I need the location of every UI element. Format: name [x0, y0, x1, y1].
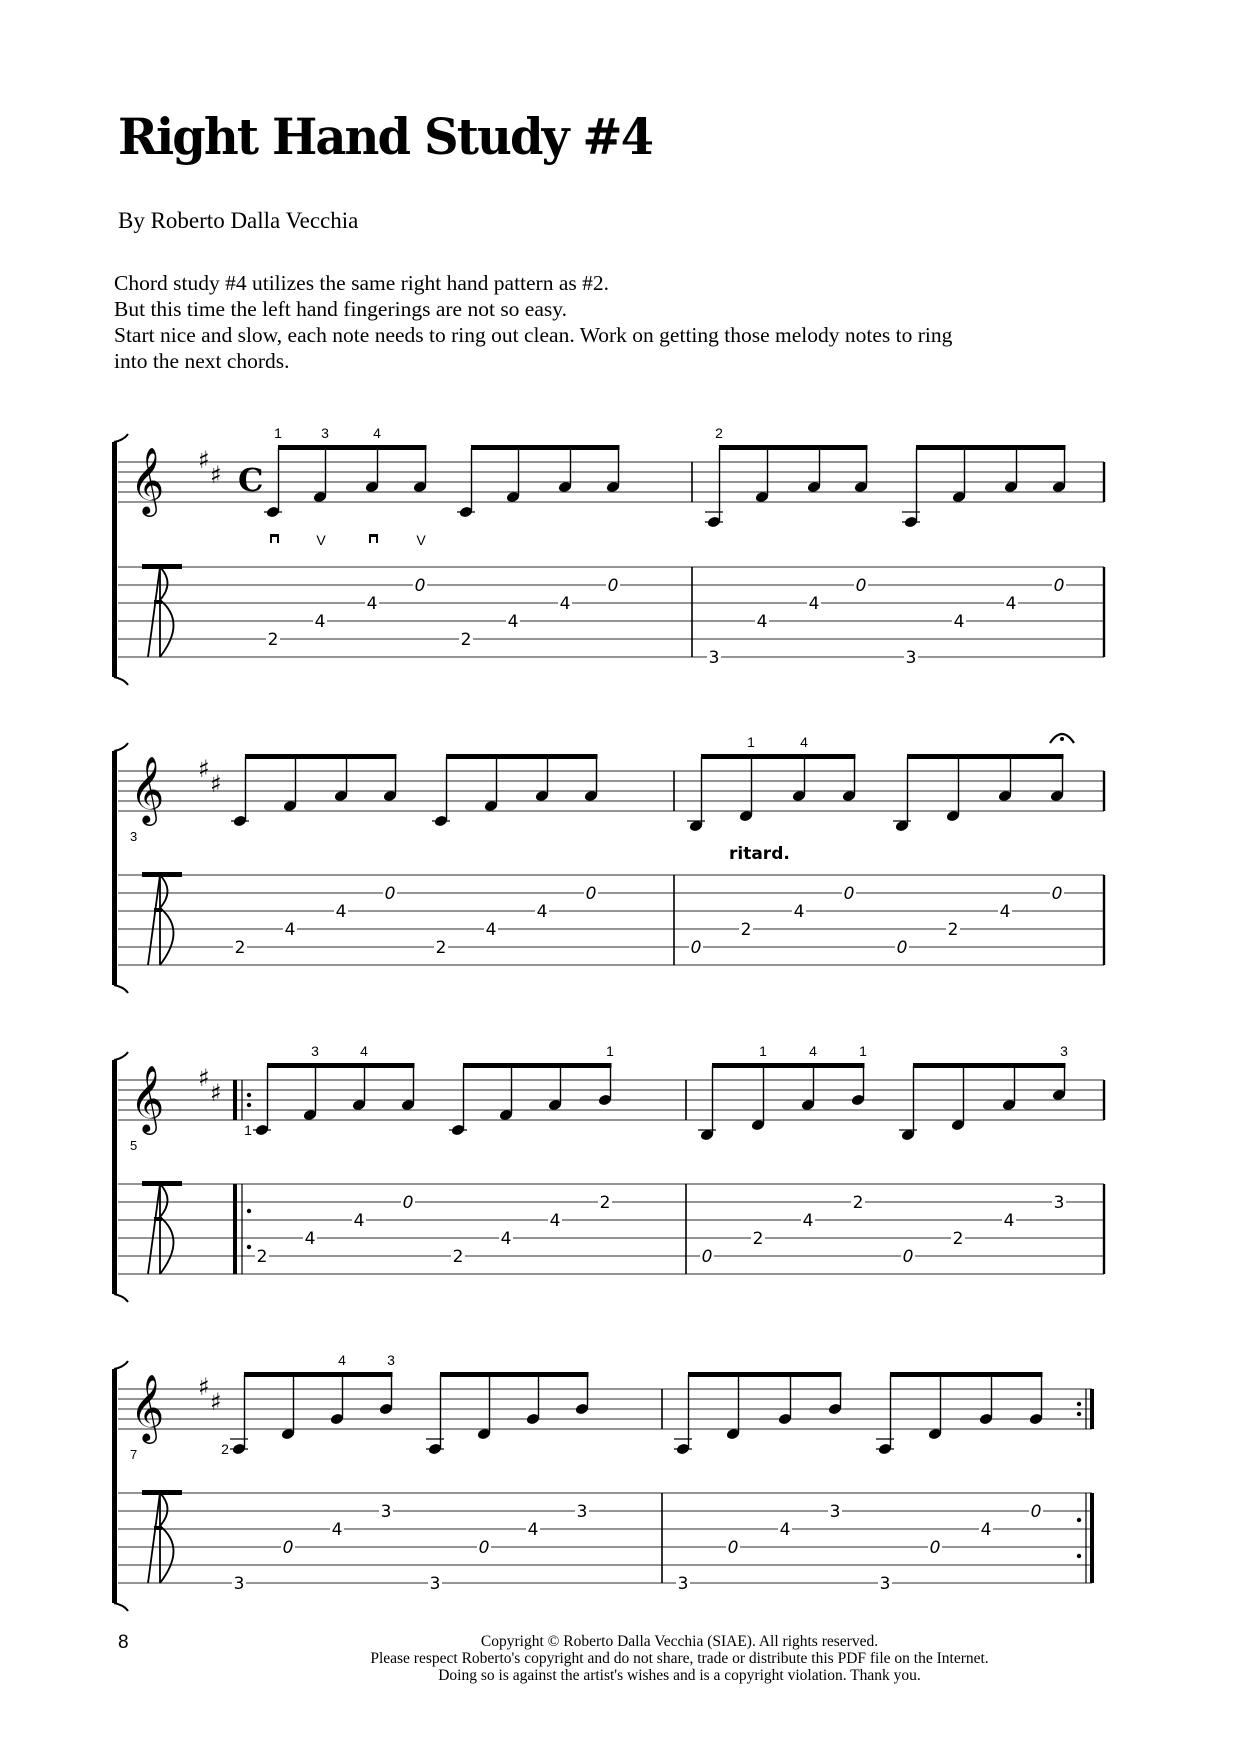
tab-fret-number: 0 [585, 884, 597, 904]
tab-fret-number: 0 [282, 1538, 294, 1558]
intro-line: into the next chords. [114, 349, 290, 373]
tab-clef-icon [148, 567, 160, 657]
fermata-icon [1060, 737, 1064, 741]
tab-fret-number: 2 [599, 1193, 611, 1213]
fingering-number: 4 [800, 734, 808, 750]
author-byline: By Roberto Dalla Vecchia [118, 208, 359, 233]
tab-fret-number: 3 [576, 1502, 588, 1522]
tab-fret-number: 3 [905, 648, 917, 668]
fingering-number: 1 [244, 1122, 252, 1138]
tab-fret-number: 0 [384, 884, 396, 904]
downstroke-icon [369, 534, 371, 543]
bracket-top-hook [114, 743, 128, 751]
measure-number: 5 [130, 1138, 138, 1153]
score-system [112, 1352, 1094, 1611]
treble-clef-icon: 𝄞 [130, 1373, 165, 1441]
repeat-dot [1077, 1412, 1081, 1416]
treble-clef-icon: 𝄞 [130, 1064, 165, 1132]
system-bracket [112, 751, 117, 985]
copyright-line: Copyright © Roberto Dalla Vecchia (SIAE). All rights reserved. [480, 1633, 879, 1650]
tab-fret-number: 0 [478, 1538, 490, 1558]
fingering-number: 3 [321, 425, 329, 441]
tab-fret-number: 4 [353, 1211, 365, 1231]
tab-fret-number: 2 [852, 1193, 864, 1213]
tab-fret-number: 3 [677, 1574, 689, 1594]
repeat-dot [1077, 1518, 1081, 1522]
note-beam [688, 1372, 842, 1377]
downstroke-icon [376, 534, 378, 543]
tab-fret-number: 4 [1003, 1211, 1015, 1231]
tab-fret-number: 2 [740, 920, 752, 940]
sharp-icon: ♯ [198, 755, 210, 783]
note-beam [913, 1063, 1066, 1068]
repeat-dot [247, 1245, 251, 1249]
repeat-start-bar [233, 1184, 237, 1274]
repeat-end-bar [1090, 1493, 1094, 1583]
tab-fret-number: 2 [267, 630, 279, 650]
note-beam [245, 754, 397, 759]
copyright-footer [0, 1633, 1239, 1684]
tab-fret-number: 4 [756, 612, 768, 632]
tab-clef-icon [148, 875, 160, 965]
tab-fret-number: 3 [380, 1502, 392, 1522]
fingering-number: 3 [387, 1352, 395, 1368]
tab-fret-number: 3 [879, 1574, 891, 1594]
tab-fret-number: 4 [507, 612, 519, 632]
fingering-number: 1 [274, 425, 282, 441]
tab-clef-icon [160, 875, 174, 965]
tab-fret-number: 2 [435, 938, 447, 958]
bracket-bottom-hook [114, 1603, 128, 1611]
tab-fret-number: 4 [331, 1520, 343, 1540]
note-beam [916, 445, 1066, 450]
sharp-icon: ♯ [210, 770, 222, 798]
fingering-number: 1 [759, 1043, 767, 1059]
fingering-number: 1 [606, 1043, 614, 1059]
tab-fret-number: 2 [952, 1229, 964, 1249]
tab-fret-number: 0 [414, 576, 426, 596]
tab-fret-number: 2 [752, 1229, 764, 1249]
note-beam [719, 445, 868, 450]
measure-number: 3 [130, 829, 138, 844]
tab-fret-number: 3 [829, 1502, 841, 1522]
tempo-marking: ritard. [729, 844, 790, 864]
tab-fret-number: 0 [607, 576, 619, 596]
bracket-bottom-hook [114, 1294, 128, 1302]
tab-fret-number: 4 [304, 1229, 316, 1249]
sharp-icon: ♯ [210, 1388, 222, 1416]
intro-line: Chord study #4 utilizes the same right hand pattern as #2. [114, 271, 610, 295]
tab-fret-number: 4 [779, 1520, 791, 1540]
tab-fret-number: 4 [802, 1211, 814, 1231]
tab-fret-number: 4 [314, 612, 326, 632]
repeat-dot [247, 1103, 251, 1107]
page-number: 8 [118, 1632, 129, 1653]
tab-fret-number: 4 [999, 902, 1011, 922]
note-beam [907, 754, 1064, 759]
tab-fret-number: 0 [701, 1247, 713, 1267]
note-beam [440, 1372, 589, 1377]
system-bracket [112, 1060, 117, 1294]
bracket-top-hook [114, 1052, 128, 1060]
bracket-top-hook [114, 1361, 128, 1369]
tab-fret-number: 4 [527, 1520, 539, 1540]
tab-fret-number: 4 [536, 902, 548, 922]
page-title: Right Hand Study #4 [118, 107, 653, 166]
note-beam [701, 754, 856, 759]
score-system [112, 734, 1104, 993]
tab-fret-number: 4 [808, 594, 820, 614]
repeat-dot [247, 1209, 251, 1213]
downstroke-icon [277, 534, 279, 543]
tab-fret-number: 4 [559, 594, 571, 614]
fingering-number: 4 [809, 1043, 817, 1059]
intro-line: But this time the left hand fingerings are not so easy. [114, 297, 567, 321]
note-beam [890, 1372, 1043, 1377]
system-bracket [112, 442, 117, 677]
note-beam [471, 445, 620, 450]
note-beam [244, 1372, 393, 1377]
note-beam [463, 1063, 612, 1068]
tab-clef-icon [160, 567, 174, 657]
tab-fret-number: 2 [452, 1247, 464, 1267]
fingering-number: 2 [715, 425, 723, 441]
tab-fret-number: 4 [485, 920, 497, 940]
tab-fret-number: 2 [234, 938, 246, 958]
tab-fret-number: 0 [1030, 1502, 1042, 1522]
fingering-number: 1 [747, 734, 755, 750]
tab-fret-number: 0 [855, 576, 867, 596]
score-system [112, 425, 1104, 685]
tab-fret-number: 0 [1051, 884, 1063, 904]
tab-fret-number: 0 [929, 1538, 941, 1558]
tab-fret-number: 0 [902, 1247, 914, 1267]
tab-fret-number: 4 [953, 612, 965, 632]
downstroke-icon [270, 534, 272, 543]
sharp-icon: ♯ [198, 1064, 210, 1092]
tab-fret-number: 0 [727, 1538, 739, 1558]
repeat-start-bar [233, 1080, 237, 1120]
note-beam [278, 445, 427, 450]
sharp-icon: ♯ [198, 446, 210, 474]
measure-number: 7 [130, 1447, 138, 1462]
tab-fret-number: 3 [429, 1574, 441, 1594]
tab-fret-number: 0 [402, 1193, 414, 1213]
tab-fret-number: 4 [1005, 594, 1017, 614]
tab-fret-number: 4 [549, 1211, 561, 1231]
score-system [112, 1043, 1104, 1302]
fingering-number: 2 [221, 1441, 229, 1457]
fingering-number: 3 [1060, 1043, 1068, 1059]
treble-clef-icon: 𝄞 [130, 755, 165, 823]
sharp-icon: ♯ [198, 1373, 210, 1401]
tab-fret-number: 2 [256, 1247, 268, 1267]
sharp-icon: ♯ [210, 1079, 222, 1107]
tab-fret-number: 4 [284, 920, 296, 940]
tab-clef-icon [160, 1184, 174, 1274]
repeat-dot [247, 1093, 251, 1097]
tab-fret-number: 3 [1053, 1193, 1065, 1213]
tab-fret-number: 2 [947, 920, 959, 940]
bracket-top-hook [114, 434, 128, 442]
bracket-bottom-hook [114, 985, 128, 993]
tab-fret-number: 0 [896, 938, 908, 958]
treble-clef-icon: 𝄞 [130, 446, 165, 514]
note-beam [446, 754, 598, 759]
tab-clef-icon [148, 1493, 160, 1583]
tab-fret-number: 3 [233, 1574, 245, 1594]
sharp-icon: ♯ [210, 461, 222, 489]
tab-fret-number: 0 [1053, 576, 1065, 596]
tab-fret-number: 0 [690, 938, 702, 958]
repeat-dot [1077, 1554, 1081, 1558]
repeat-dot [1077, 1402, 1081, 1406]
intro-line: Start nice and slow, each note needs to ring out clean. Work on getting those melody notes to ring [114, 323, 953, 347]
copyright-line: Doing so is against the artist's wishes and is a copyright violation. Thank you. [438, 1667, 921, 1684]
bracket-bottom-hook [114, 677, 128, 685]
fingering-number: 3 [311, 1043, 319, 1059]
tab-fret-number: 3 [708, 648, 720, 668]
tab-clef-icon [160, 1493, 174, 1583]
tab-fret-number: 2 [460, 630, 472, 650]
tab-fret-number: 0 [843, 884, 855, 904]
upstroke-icon: V [316, 532, 326, 548]
note-beam [712, 1063, 865, 1068]
tab-fret-number: 4 [366, 594, 378, 614]
tab-clef-icon [148, 1184, 160, 1274]
tab-fret-number: 4 [335, 902, 347, 922]
fingering-number: 4 [338, 1352, 346, 1368]
copyright-line: Please respect Roberto's copyright and do not share, trade or distribute this PDF file on the Internet. [370, 1650, 989, 1667]
common-time-icon: C [238, 461, 264, 499]
note-beam [267, 1063, 415, 1068]
fingering-number: 1 [859, 1043, 867, 1059]
tab-fret-number: 4 [980, 1520, 992, 1540]
upstroke-icon: V [416, 532, 426, 548]
tab-fret-number: 4 [793, 902, 805, 922]
tab-fret-number: 4 [500, 1229, 512, 1249]
fingering-number: 4 [373, 425, 381, 441]
system-bracket [112, 1369, 117, 1603]
fingering-number: 4 [360, 1043, 368, 1059]
repeat-end-bar [1090, 1389, 1094, 1429]
